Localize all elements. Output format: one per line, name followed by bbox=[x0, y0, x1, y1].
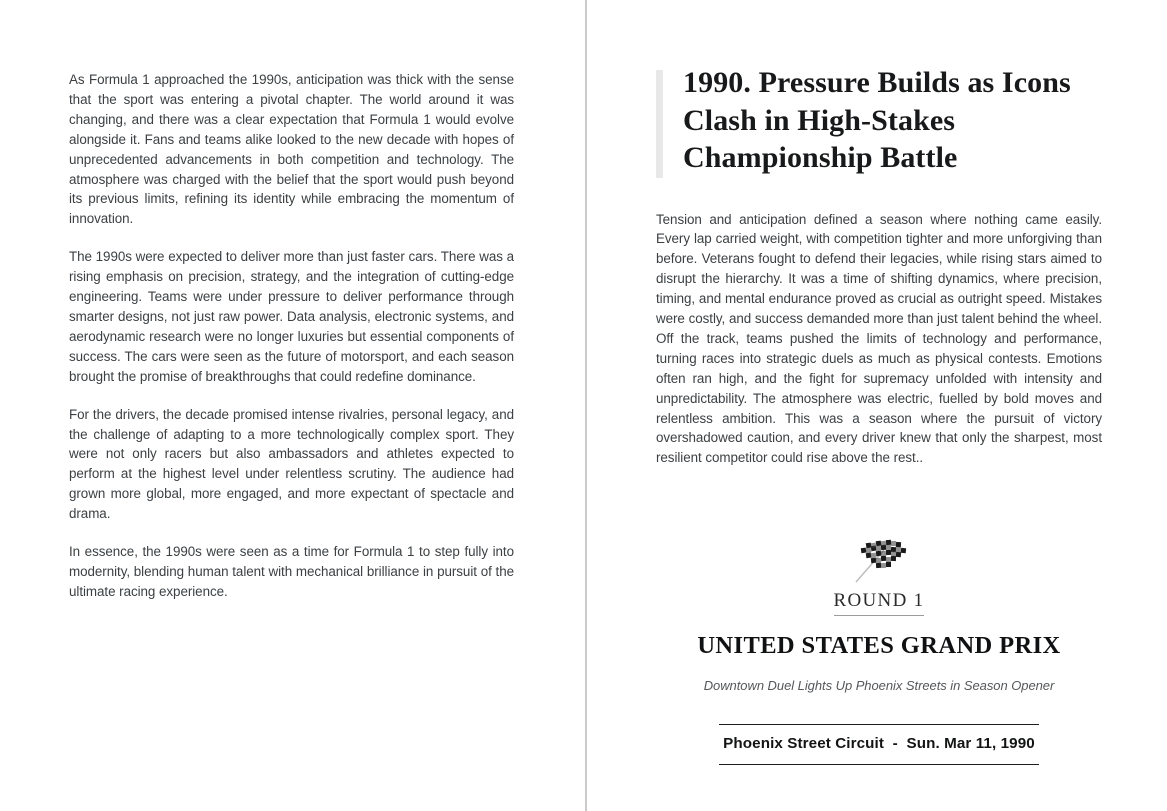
left-paragraph-1: As Formula 1 approached the 1990s, anticipation was thick with the sense that the sport was entering a pivotal chapter. The world around it was changing, and there was a clear expectation that Formula 1 would evolve alongside it. Fans and teams alike looked to the new decade with hopes of unprecedented advancements in both competition and technology. The atmosphere was charged with the belief that the sport would push beyond its previous limits, refining its identity while embracing the momentum of innovation. bbox=[69, 72, 514, 227]
left-paragraph-3: For the drivers, the decade promised intense rivalries, personal legacy, and the challenge of adapting to a more technologically complex sport. They were not only racers but also ambassadors and athletes expected to perform at the highest level under relentless scrutiny. The audience had grown more global, more engaged, and more expectant of spectacle and drama. bbox=[69, 406, 514, 522]
grand-prix-title: UNITED STATES GRAND PRIX bbox=[697, 632, 1061, 660]
circuit-date-bar bbox=[719, 724, 1039, 765]
round-label: ROUND 1 bbox=[834, 590, 925, 616]
left-paragraph-2: The 1990s were expected to deliver more than just faster cars. There was a rising emphasis on precision, strategy, and the integration of cutting-edge engineering. Teams were under pressure to deliver performance through smarter designs, not just raw power. Data analysis, electronic systems, and aerodynamic research were no longer luxuries but essential components of success. The cars were seen as the future of motorsport, and each season brought the promise of breakthroughs that could redefine dominance. bbox=[69, 249, 514, 384]
race-summary-block bbox=[656, 530, 1102, 765]
right-body-paragraph: Tension and anticipation defined a season where nothing came easily. Every lap carried weight, with competition tighter and more unforgiving than before. Veterans fought to defend their legacies, while rising stars aimed to disrupt the hierarchy. It was a time of shifting dynamics, where precision, timing, and mental endurance proved as crucial as outright speed. Mistakes were costly, and success demanded more than just talent behind the wheel. Off the track, teams pushed the limits of technology and performance, turning races into strategic duels as much as physical contests. Emotions often ran high, and the fight for supremacy unfolded with intensity and unpredictability. The atmosphere was electric, fuelled by bold moves and relentless ambition. This was a season where the pursuit of victory overshadowed caution, and every driver knew that only the sharpest, most resilient competitor could rise above the rest.. bbox=[656, 211, 1102, 466]
page-title: 1990. Pressure Builds as Icons Clash in High-Stakes Championship Battle bbox=[683, 66, 1071, 174]
race-subtitle: Downtown Duel Lights Up Phoenix Streets in Season Opener bbox=[703, 678, 1055, 694]
headline-block bbox=[656, 64, 1102, 177]
left-page-column bbox=[69, 70, 514, 602]
checkered-flag-icon bbox=[656, 530, 1102, 586]
right-page-column bbox=[656, 64, 1102, 765]
headline-accent-bar bbox=[656, 70, 663, 178]
column-divider bbox=[585, 0, 587, 811]
left-paragraph-4: In essence, the 1990s were seen as a time for Formula 1 to step fully into modernity, blending human talent with mechanical brilliance in pursuit of the ultimate racing experience. bbox=[69, 544, 514, 599]
circuit-date-text: Phoenix Street Circuit - Sun. Mar 11, 1990 bbox=[723, 735, 1035, 753]
